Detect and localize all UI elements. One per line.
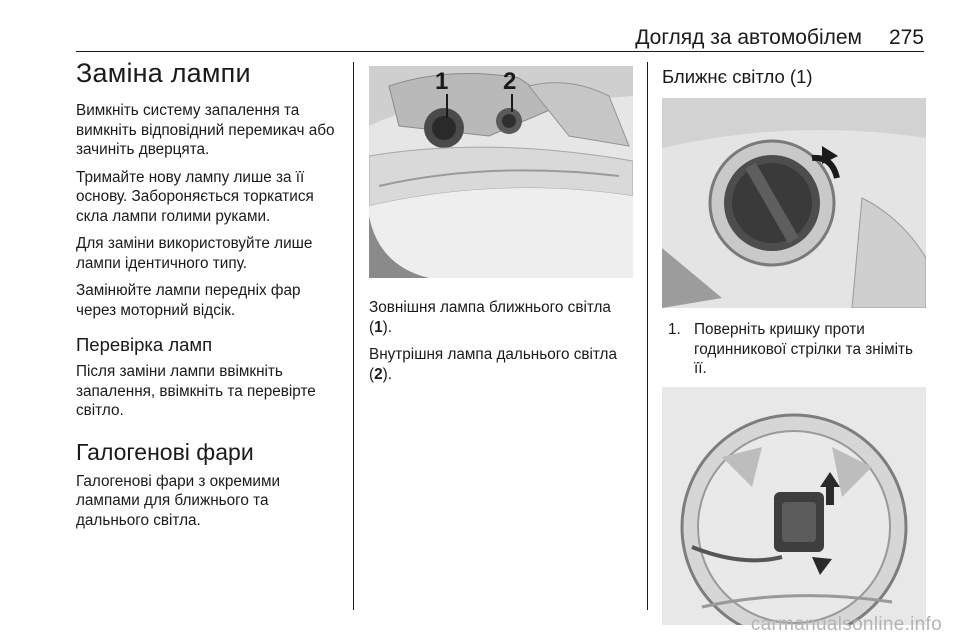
- paragraph-engine-bay: Замінюйте лампи передніх фар через моторний відсік.: [76, 282, 301, 319]
- caption-low-beam-number: 1: [374, 318, 383, 336]
- paragraph-hold-bulb: Тримайте нову лампу лише за її основу. Забороняється торкатися скла лампи голими руками.: [76, 168, 314, 225]
- page-header: [76, 22, 924, 52]
- footer-watermark: carmanualsonline.info: [750, 614, 942, 635]
- low-beam-heading: Ближнє світло (1): [662, 66, 813, 87]
- header-rule: [76, 51, 924, 52]
- headlamp-cap-photo: [662, 98, 926, 308]
- subheading-halogen: Галогенові фари: [76, 438, 254, 465]
- headlamp-cap-illustration: [662, 98, 926, 308]
- section-title: Заміна лампи: [76, 58, 251, 88]
- step-1-number: 1.: [668, 321, 681, 338]
- paragraph-same-type: Для заміни використовуйте лише лампи ідентичного типу.: [76, 235, 313, 272]
- subheading-check: Перевірка ламп: [76, 334, 213, 355]
- paragraph-ignition: Вимкніть систему запалення та вимкніть відповідний перемикач або зачиніть дверцята.: [76, 102, 335, 158]
- callout-1: 1: [435, 68, 449, 95]
- callout-2: 2: [503, 68, 517, 95]
- paragraph-halogen: Галогенові фари з окремими лампами для ближнього та дальнього світла.: [76, 472, 281, 529]
- engine-bay-photo: [369, 66, 633, 278]
- caption-high-beam: Внутрішня лампа дальнього світла (2).: [369, 346, 617, 383]
- engine-bay-illustration: [369, 66, 633, 278]
- caption-low-beam: Зовнішня лампа ближнього світла (1).: [369, 299, 611, 336]
- step-1: [668, 320, 926, 379]
- column-divider-2: [647, 62, 648, 610]
- bulb-holder-photo: [662, 387, 926, 625]
- column-3: [662, 66, 926, 625]
- paragraph-check: Після заміни лампи ввімкніть запалення, ввімкніть та перевірте світло.: [76, 363, 316, 419]
- caption-high-beam-number: 2: [374, 365, 383, 383]
- header-title: Догляд за автомобілем: [635, 26, 862, 49]
- step-1-text: Поверніть кришку проти годинникової стрілки та зніміть її.: [694, 321, 913, 377]
- page-number: 275: [888, 26, 924, 49]
- bulb-holder-illustration: [662, 387, 926, 625]
- column-divider-1: [353, 62, 354, 610]
- column-2: [369, 66, 637, 392]
- column-1: [76, 58, 338, 538]
